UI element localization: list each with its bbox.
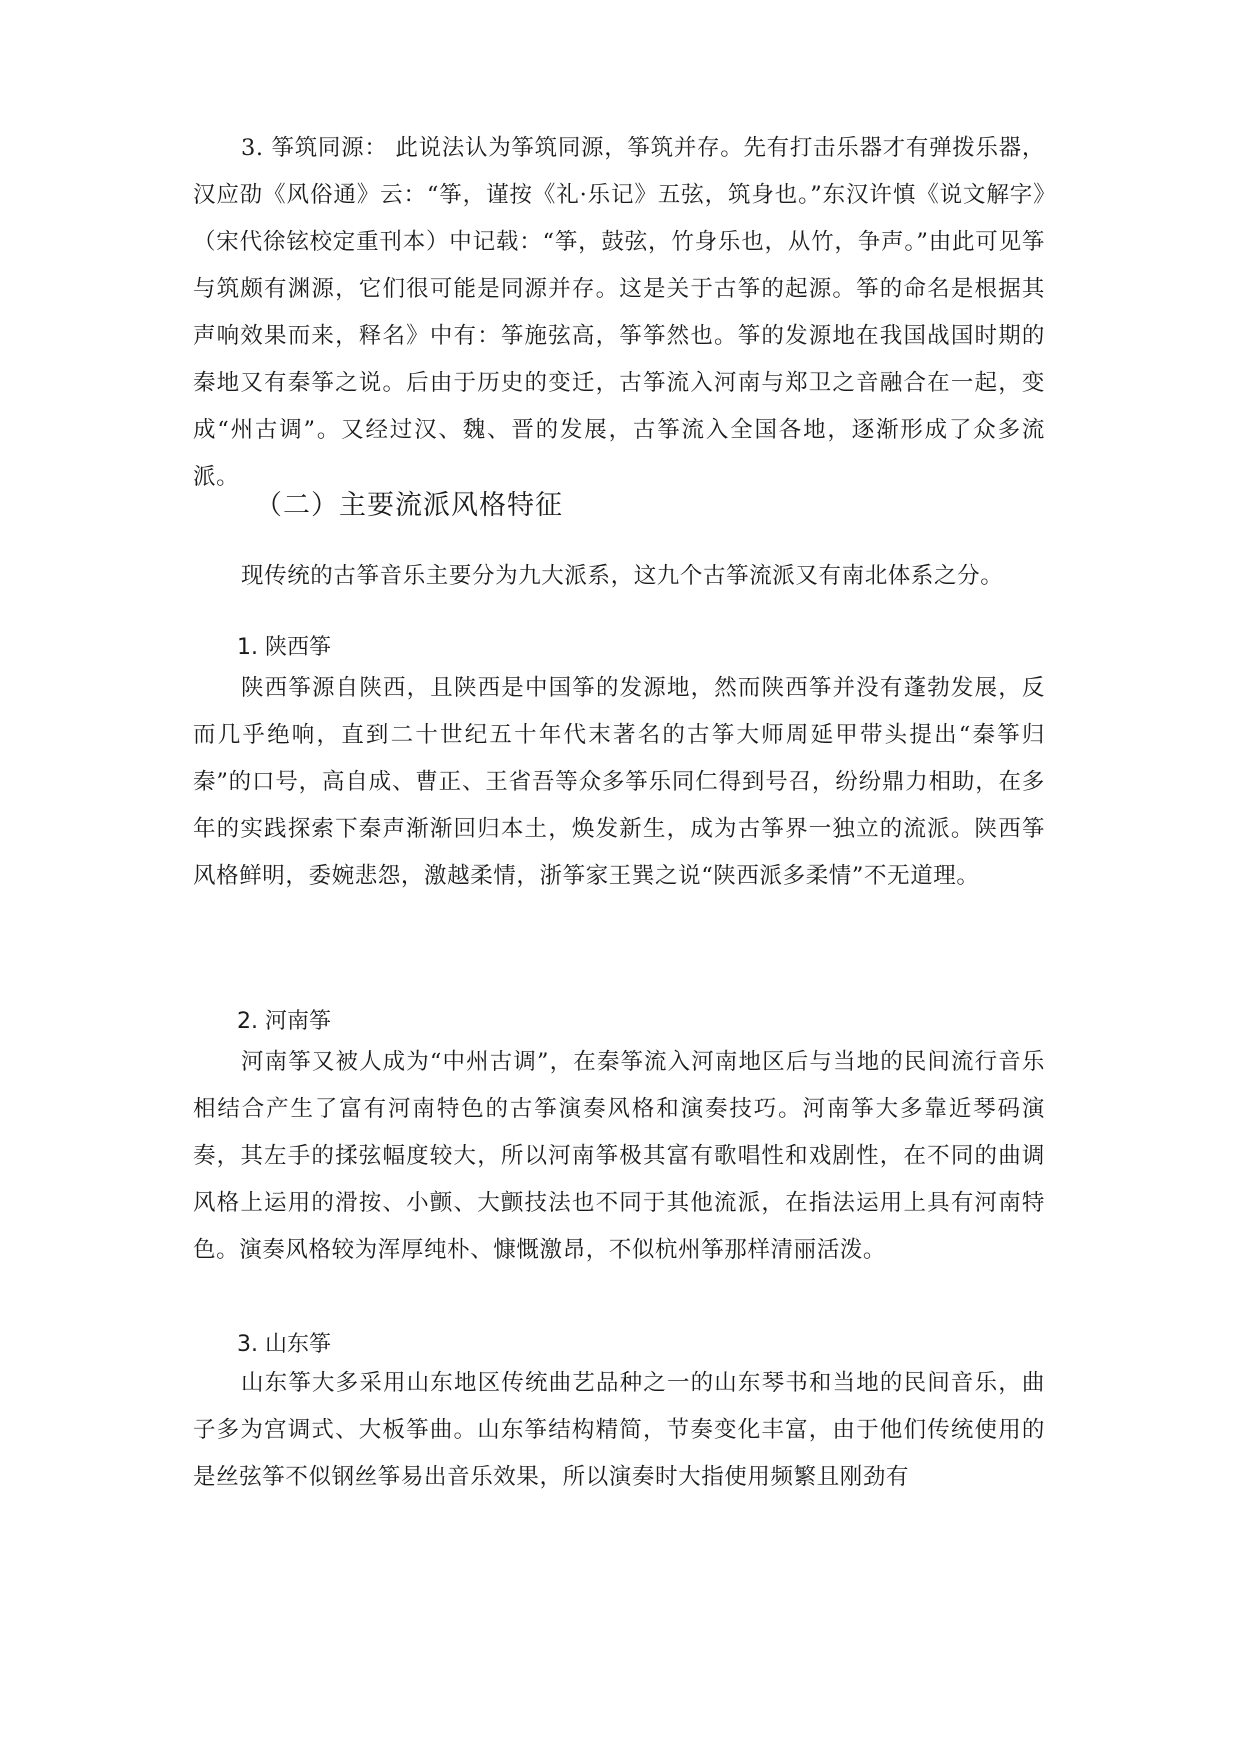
paragraph-henan-zheng: 河南筝又被人成为“中州古调”，在秦筝流入河南地区后与当地的民间流行音乐相结合产生了富有河南特色的古筝演奏风格和演奏技巧。河南筝大多靠近琴码演奏，其左手的揉弦幅度较大，所以河南筝极其富有歌唱性和戏剧性，在不同的曲调风格上运用的滑按、小颤、大颤技法也不同于其他流派，在指法运用上具有河南特色。演奏风格较为浑厚纯朴、慷慨激昂，不似杭州筝那样清丽活泼。 <box>193 1049 1045 1263</box>
subheading-henan-zheng: 2. 河南筝 <box>237 1009 331 1034</box>
section-heading-main-schools: （二）主要流派风格特征 <box>255 490 563 521</box>
subheading-shandong-zheng: 3. 山东筝 <box>237 1332 331 1357</box>
paragraph-shaanxi-zheng: 陕西筝源自陕西，且陕西是中国筝的发源地，然而陕西筝并没有蓬勃发展，反而几乎绝响，直到二十世纪五十年代末著名的古筝大师周延甲带头提出“秦筝归秦”的口号，高自成、曹正、王省吾等众多筝乐同仁得到号召，纷纷鼎力相助，在多年的实践探索下秦声渐渐回归本土，焕发新生，成为古筝界一独立的流派。陕西筝风格鲜明，委婉悲怨，激越柔情，浙筝家王巽之说“陕西派多柔情”不无道理。 <box>193 675 1045 889</box>
paragraph-zheng-zhu-origin: 3. 筝筑同源： 此说法认为筝筑同源，筝筑并存。先有打击乐器才有弹拨乐器，汉应劭《风俗通》云：“筝，谨按《礼·乐记》五弦，筑身也。”东汉许慎《说文解字》（宋代徐铉校定重刊本）中记载：“筝，鼓弦，竹身乐也，从竹，争声。”由此可见筝与筑颇有渊源，它们很可能是同源并存。这是关于古筝的起源。筝的命名是根据其声响效果而来，释名》中有：筝施弦高，筝筝然也。筝的发源地在我国战国时期的秦地又有秦筝之说。后由于历史的变迁，古筝流入河南与郑卫之音融合在一起，变成“州古调”。又经过汉、魏、晋的发展，古筝流入全国各地，逐渐形成了众多流派。 <box>193 135 1045 490</box>
subheading-shaanxi-zheng: 1. 陕西筝 <box>237 635 331 660</box>
paragraph-shandong-zheng: 山东筝大多采用山东地区传统曲艺品种之一的山东琴书和当地的民间音乐，曲子多为宫调式、大板筝曲。山东筝结构精简，节奏变化丰富，由于他们传统使用的是丝弦筝不似钢丝筝易出音乐效果，所以演奏时大指使用频繁且刚劲有 <box>193 1370 1045 1490</box>
paragraph-nine-schools-intro: 现传统的古筝音乐主要分为九大派系，这九个古筝流派又有南北体系之分。 <box>241 563 1004 589</box>
